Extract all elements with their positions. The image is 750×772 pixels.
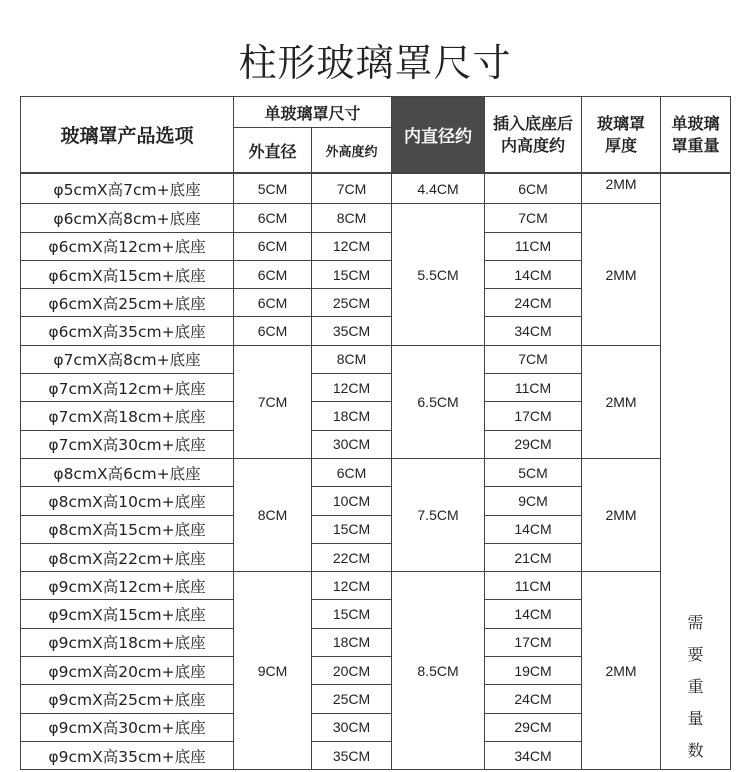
inner-height-cell: 17CM <box>485 402 582 430</box>
outer-height-cell: 12CM <box>312 374 392 402</box>
product-option: φ6cmX高15cm+底座 <box>21 260 234 288</box>
outer-height-cell: 20CM <box>312 657 392 685</box>
outer-height-cell: 15CM <box>312 600 392 628</box>
header-outer-height: 外高度约 <box>312 128 392 174</box>
weight-note <box>661 173 731 770</box>
outer-height-cell: 35CM <box>312 741 392 769</box>
inner-height-cell: 11CM <box>485 232 582 260</box>
product-option: φ7cmX高18cm+底座 <box>21 402 234 430</box>
inner-diameter-cell: 6.5CM <box>392 345 485 458</box>
weight-note-char: 数 <box>687 741 704 761</box>
inner-height-cell: 21CM <box>485 543 582 571</box>
inner-height-cell: 24CM <box>485 685 582 713</box>
product-option: φ8cmX高6cm+底座 <box>21 458 234 486</box>
outer-height-cell: 15CM <box>312 260 392 288</box>
outer-height-cell: 25CM <box>312 685 392 713</box>
table-row <box>21 572 731 600</box>
thickness-cell: 2MM <box>582 458 661 571</box>
weight-note-char: 重 <box>687 677 704 697</box>
inner-diameter-cell: 8.5CM <box>392 572 485 770</box>
outer-height-cell: 10CM <box>312 487 392 515</box>
header-inner-height-line2: 内高度约 <box>501 135 566 155</box>
weight-note-char: 需 <box>687 613 704 633</box>
thickness-cell: 2MM <box>582 572 661 770</box>
inner-height-cell: 7CM <box>485 345 582 373</box>
outer-height-cell: 6CM <box>312 458 392 486</box>
inner-height-cell: 9CM <box>485 487 582 515</box>
header-weight-line2: 罩重量 <box>671 135 720 155</box>
inner-height-cell: 5CM <box>485 458 582 486</box>
product-option: φ7cmX高12cm+底座 <box>21 374 234 402</box>
inner-diameter-cell: 5.5CM <box>392 204 485 345</box>
outer-height-cell: 7CM <box>312 173 392 204</box>
header-thickness-line1: 玻璃罩 <box>597 113 646 133</box>
outer-diameter-cell: 8CM <box>234 458 312 571</box>
header-inner-height <box>485 97 582 174</box>
product-option: φ9cmX高15cm+底座 <box>21 600 234 628</box>
table-row <box>21 458 731 486</box>
outer-diameter-cell: 7CM <box>234 345 312 458</box>
outer-diameter-cell: 6CM <box>234 232 312 260</box>
inner-height-cell: 17CM <box>485 628 582 656</box>
product-option: φ8cmX高15cm+底座 <box>21 515 234 543</box>
outer-diameter-cell: 9CM <box>234 572 312 770</box>
thickness-cell: 2MM <box>582 204 661 345</box>
outer-diameter-cell: 5CM <box>234 173 312 204</box>
size-table <box>20 96 731 770</box>
product-option: φ7cmX高30cm+底座 <box>21 430 234 458</box>
product-option: φ9cmX高25cm+底座 <box>21 685 234 713</box>
header-weight-line1: 单玻璃 <box>671 113 720 133</box>
outer-height-cell: 8CM <box>312 345 392 373</box>
product-option: φ6cmX高12cm+底座 <box>21 232 234 260</box>
weight-note-char: 量 <box>687 709 704 729</box>
product-option: φ5cmX高7cm+底座 <box>21 173 234 204</box>
table-row <box>21 345 731 373</box>
outer-height-cell: 12CM <box>312 232 392 260</box>
inner-height-cell: 29CM <box>485 430 582 458</box>
header-outer-diameter: 外直径 <box>234 128 312 174</box>
outer-height-cell: 18CM <box>312 402 392 430</box>
outer-diameter-cell: 6CM <box>234 204 312 232</box>
product-option: φ9cmX高35cm+底座 <box>21 741 234 769</box>
outer-diameter-cell: 6CM <box>234 260 312 288</box>
inner-height-cell: 11CM <box>485 572 582 600</box>
inner-height-cell: 29CM <box>485 713 582 741</box>
product-option: φ8cmX高22cm+底座 <box>21 543 234 571</box>
table-row <box>21 173 731 204</box>
outer-height-cell: 12CM <box>312 572 392 600</box>
outer-height-cell: 18CM <box>312 628 392 656</box>
weight-note-char: 要 <box>687 645 704 665</box>
product-option: φ6cmX高25cm+底座 <box>21 289 234 317</box>
outer-height-cell: 30CM <box>312 430 392 458</box>
header-inner-diameter: 内直径约 <box>392 97 485 174</box>
inner-height-cell: 6CM <box>485 173 582 204</box>
thickness-cell: 2MM <box>582 173 661 204</box>
outer-height-cell: 30CM <box>312 713 392 741</box>
product-option: φ9cmX高30cm+底座 <box>21 713 234 741</box>
inner-height-cell: 34CM <box>485 741 582 769</box>
header-product: 玻璃罩产品选项 <box>21 97 234 174</box>
table-row <box>21 204 731 232</box>
inner-height-cell: 14CM <box>485 515 582 543</box>
inner-height-cell: 34CM <box>485 317 582 345</box>
inner-diameter-cell: 4.4CM <box>392 173 485 204</box>
header-thickness-line2: 厚度 <box>605 135 638 155</box>
inner-height-cell: 24CM <box>485 289 582 317</box>
header-weight <box>661 97 731 174</box>
header-single-size: 单玻璃罩尺寸 <box>234 97 392 128</box>
product-option: φ6cmX高35cm+底座 <box>21 317 234 345</box>
inner-height-cell: 14CM <box>485 260 582 288</box>
inner-diameter-cell: 7.5CM <box>392 458 485 571</box>
thickness-cell: 2MM <box>582 345 661 458</box>
product-option: φ8cmX高10cm+底座 <box>21 487 234 515</box>
product-option: φ9cmX高20cm+底座 <box>21 657 234 685</box>
product-option: φ9cmX高18cm+底座 <box>21 628 234 656</box>
inner-height-cell: 7CM <box>485 204 582 232</box>
outer-height-cell: 8CM <box>312 204 392 232</box>
inner-height-cell: 19CM <box>485 657 582 685</box>
outer-height-cell: 22CM <box>312 543 392 571</box>
product-option: φ7cmX高8cm+底座 <box>21 345 234 373</box>
header-thickness <box>582 97 661 174</box>
inner-height-cell: 11CM <box>485 374 582 402</box>
product-option: φ9cmX高12cm+底座 <box>21 572 234 600</box>
header-inner-height-line1: 插入底座后 <box>493 113 574 133</box>
page-title: 柱形玻璃罩尺寸 <box>238 41 512 85</box>
product-option: φ6cmX高8cm+底座 <box>21 204 234 232</box>
outer-diameter-cell: 6CM <box>234 317 312 345</box>
outer-height-cell: 25CM <box>312 289 392 317</box>
outer-height-cell: 15CM <box>312 515 392 543</box>
outer-height-cell: 35CM <box>312 317 392 345</box>
inner-height-cell: 14CM <box>485 600 582 628</box>
outer-diameter-cell: 6CM <box>234 289 312 317</box>
